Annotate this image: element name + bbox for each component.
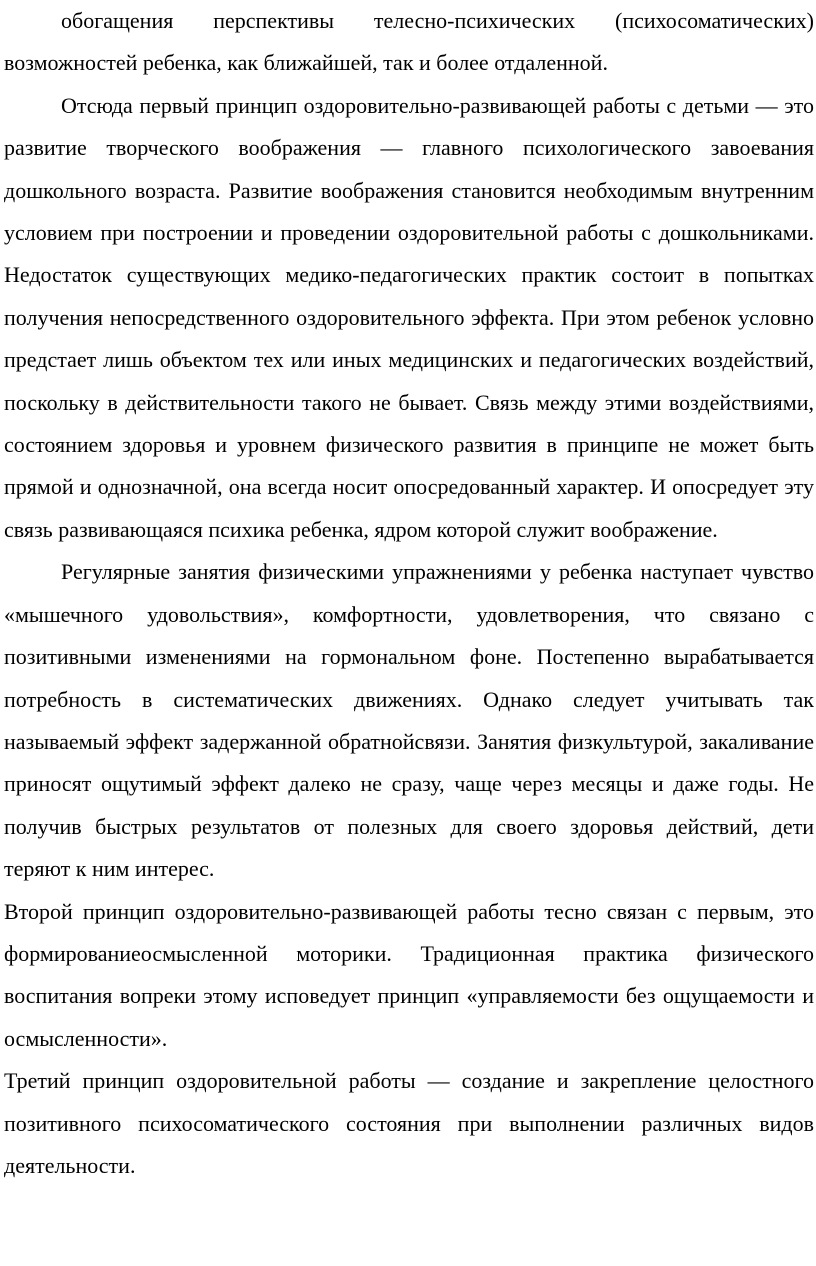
paragraph-first-principle: Отсюда первый принцип оздоровительно-развивающей работы с детьми — это развитие творческого воображения — главного психологического завоевания дошкольного возраста. Развитие воображения становится необходимым внутренним условием при построении и проведении оздоровительной работы с дошкольниками. Недостаток существующих медико-педагогических практик состоит в попытках получения непосредственного оздоровительного эффекта. При этом ребенок условно предстает лишь объектом тех или иных медицинских и педагогических воздействий, поскольку в действительности такого не бывает. Связь между этими воздействиями, состоянием здоровья и уровнем физического развития в принципе не может быть прямой и однозначной, она всегда носит опосредованный характер. И опосредует эту связь развивающаяся психика ребенка, ядром которой служит воображение. (4, 92, 814, 542)
paragraph-regular-exercise: Регулярные занятия физическими упражнениями у ребенка наступает чувство «мышечного удовольствия», комфортности, удовлетворения, что связано с позитивными изменениями на гормональном фоне. Постепенно вырабатывается потребность в систематических движениях. Однако следует учитывать так называемый эффект задержанной обратнойсвязи. Занятия физкультурой, закаливание приносят ощутимый эффект далеко не сразу, чаще через месяцы и даже годы. Не получив быстрых результатов от полезных для своего здоровья действий, дети теряют к ним интерес. (4, 559, 814, 882)
document-page (4, 0, 814, 1187)
paragraph-second-principle: Второй принцип оздоровительно-развивающей работы тесно связан с первым, это формированиеосмысленной моторики. Традиционная практика физического воспитания вопреки этому исповедует принцип «управляемости без ощущаемости и осмысленности». (4, 898, 814, 1051)
paragraph-third-principle: Третий принцип оздоровительной работы — создание и закрепление целостного позитивного психосоматического состояния при выполнении различных видов деятельности. (4, 1068, 814, 1178)
paragraph-continuation: обогащения перспективы телесно-психических (психосоматических) возможностей ребенка, как ближайшей, так и более отдаленной. (4, 8, 814, 76)
